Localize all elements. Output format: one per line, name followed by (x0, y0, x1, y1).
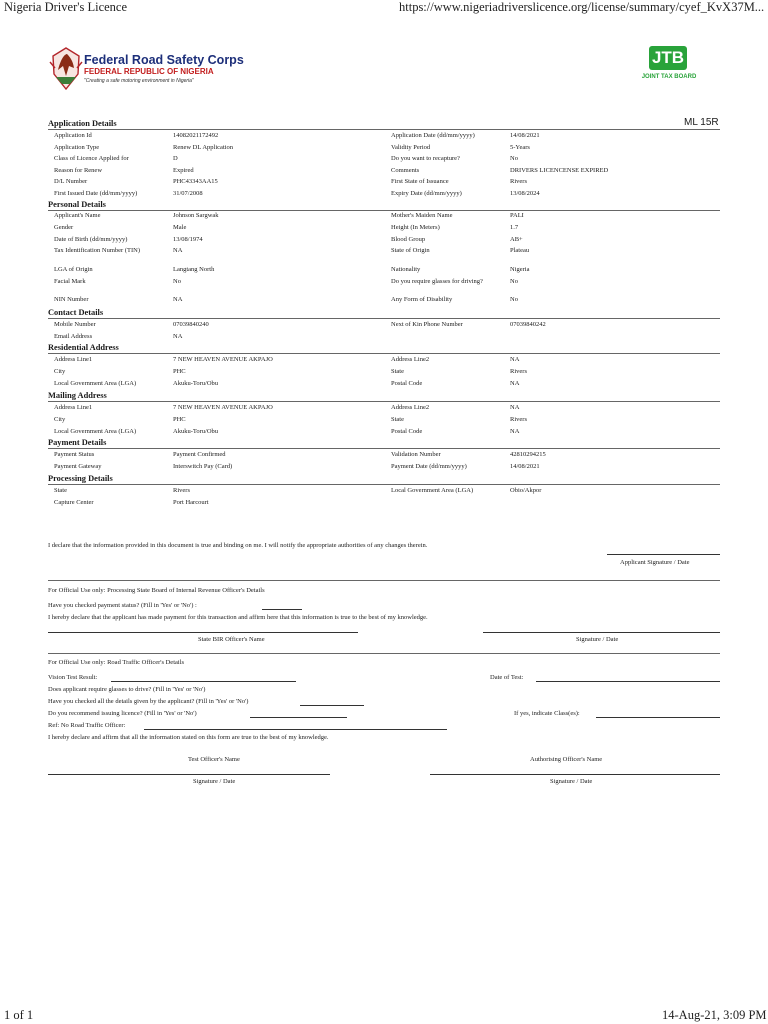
rto-ref-line[interactable] (144, 729, 447, 730)
rto-authorising-officer-signature-label: Signature / Date (550, 778, 593, 785)
field-label: Payment Date (dd/mm/yyyy) (391, 463, 467, 470)
field-label: Mobile Number (54, 321, 96, 328)
field-label: Payment Status (54, 451, 95, 458)
field-value: Interswitch Pay (Card) (173, 463, 233, 470)
footer-timestamp: 14-Aug-21, 3:09 PM (662, 1008, 767, 1022)
field-value: Langtang North (173, 266, 215, 273)
section-divider (48, 353, 720, 354)
field-label: Comments (391, 167, 420, 174)
field-label: Mother's Maiden Name (391, 212, 453, 219)
divider (48, 580, 720, 581)
field-value: NA (173, 247, 183, 254)
field-label: LGA of Origin (54, 266, 93, 273)
field-label: Address Line2 (391, 356, 430, 363)
field-label: Address Line2 (391, 404, 430, 411)
field-value: NA (173, 333, 183, 340)
field-label: State (54, 487, 67, 494)
field-label: Payment Gateway (54, 463, 102, 470)
section-title-application-details: Application Details (48, 119, 117, 128)
field-label: Application Date (dd/mm/yyyy) (391, 132, 475, 139)
page-url[interactable]: https://www.nigeriadriverslicence.org/license/summary/cyef_KvX37M... (399, 0, 765, 14)
field-value: 1.7 (510, 224, 519, 231)
field-value: 14/08/2021 (510, 463, 540, 470)
section-divider (48, 401, 720, 402)
field-label: Validity Period (391, 144, 431, 151)
frsc-wordmark (84, 53, 244, 85)
field-label: Local Government Area (LGA) (54, 428, 137, 435)
birs-officer-name-label: State BIR Officer's Name (198, 636, 265, 643)
birs-affirmation: I hereby declare that the applicant has made payment for this transaction and affirm here that this information is true to the best of my knowledge. (48, 614, 428, 621)
field-value: NA (510, 428, 520, 435)
field-value: Expired (173, 167, 194, 174)
field-label: Validation Number (391, 451, 441, 458)
declaration-text: I declare that the information provided in this document is true and binding on me. I will notify the appropriate authorities of any changes therein. (48, 542, 428, 549)
rto-class-answer-line[interactable] (596, 717, 720, 718)
rto-recommend-question: Do you recommend issuing licence? (Fill in 'Yes' or 'No') (48, 710, 197, 717)
applicant-signature-label: Applicant Signature / Date (620, 559, 690, 566)
rto-test-officer-name-label: Test Officer's Name (188, 756, 240, 763)
section-title-residential-address: Residential Address (48, 343, 119, 352)
field-label: State (391, 416, 404, 423)
field-label: Address Line1 (54, 404, 93, 411)
field-label: Local Government Area (LGA) (54, 380, 137, 387)
field-value: NA (510, 404, 520, 411)
field-value: Johnson Sargwak (173, 212, 219, 219)
field-label: Expiry Date (dd/mm/yyyy) (391, 190, 462, 197)
field-label: Class of Licence Applied for (54, 155, 129, 162)
field-value: Rivers (510, 368, 527, 375)
field-value: Male (173, 224, 187, 231)
jtb-logo (631, 46, 707, 86)
field-value: Plateau (510, 247, 530, 254)
rto-authorising-officer-signature-line[interactable] (430, 774, 720, 775)
field-label: Postal Code (391, 428, 423, 435)
rto-class-question: If yes, indicate Class(es): (514, 710, 580, 717)
rto-test-officer-signature-line[interactable] (48, 774, 330, 775)
birs-heading: For Official Use only: Processing State Board of Internal Revenue Officer's Details (48, 587, 265, 594)
frsc-logo-icon (48, 46, 84, 92)
field-value: Nigeria (510, 266, 530, 273)
field-value: 7 NEW HEAVEN AVENUE AKPAJO (173, 356, 273, 363)
rto-vision-line[interactable] (111, 681, 296, 682)
section-divider (48, 448, 720, 449)
section-title-payment-details: Payment Details (48, 438, 107, 447)
field-label: Email Address (54, 333, 93, 340)
field-label: Local Government Area (LGA) (391, 487, 474, 494)
field-label: Do you require glasses for driving? (391, 278, 483, 285)
field-label: Reason for Renew (54, 167, 103, 174)
field-label: Applicant's Name (54, 212, 101, 219)
section-title-mailing-address: Mailing Address (48, 391, 107, 400)
page-title: Nigeria Driver's Licence (4, 0, 128, 14)
rto-heading: For Official Use only: Road Traffic Officer's Details (48, 659, 185, 666)
rto-glasses-question: Does applicant require glasses to drive? (Fill in 'Yes' or 'No') (48, 686, 206, 693)
frsc-name: Federal Road Safety Corps (84, 53, 244, 67)
field-label: Tax Identification Number (TIN) (54, 247, 140, 254)
field-label: Facial Mark (54, 278, 86, 285)
field-label: Postal Code (391, 380, 423, 387)
section-divider (48, 484, 720, 485)
frsc-subtitle: FEDERAL REPUBLIC OF NIGERIA (84, 67, 214, 76)
field-value: 07039840240 (173, 321, 209, 328)
field-value: 07039840242 (510, 321, 546, 328)
field-label: Nationality (391, 266, 421, 273)
field-value: No (510, 278, 518, 285)
birs-officer-name-line[interactable] (48, 632, 358, 633)
section-divider (48, 129, 720, 130)
section-divider (48, 318, 720, 319)
frsc-motto: "Creating a safe motoring environment in Nigeria" (84, 78, 194, 84)
field-value: Rivers (510, 178, 527, 185)
field-label: Do you want to recapture? (391, 155, 460, 162)
section-title-personal-details: Personal Details (48, 200, 106, 209)
rto-date-of-test-label: Date of Test: (490, 674, 524, 681)
field-value: Rivers (173, 487, 190, 494)
field-value: No (510, 296, 518, 303)
section-title-processing-details: Processing Details (48, 474, 113, 483)
field-label: Blood Group (391, 236, 426, 243)
footer-page-count: 1 of 1 (4, 1008, 34, 1022)
field-value: PHC (173, 368, 186, 375)
field-value: Obio/Akpor (510, 487, 542, 494)
form-code: ML 15R (684, 117, 719, 128)
birs-payment-question: Have you checked payment status? (Fill in 'Yes' or 'No') : (48, 602, 197, 609)
field-value: NA (510, 356, 520, 363)
rto-recommend-answer-line[interactable] (250, 717, 347, 718)
rto-details-answer-line[interactable] (300, 705, 364, 706)
field-value: 31/07/2008 (173, 190, 203, 197)
divider (48, 653, 720, 654)
field-value: No (510, 155, 518, 162)
field-value: PHC43343AA15 (173, 178, 218, 185)
field-label: Any Form of Disability (391, 296, 453, 303)
field-value: PHC (173, 416, 186, 423)
field-value: Port Harcourt (173, 499, 209, 506)
field-value: Akuku-Toru/Obu (173, 428, 219, 435)
field-label: Date of Birth (dd/mm/yyyy) (54, 236, 128, 243)
field-label: Application Id (54, 132, 92, 139)
section-divider (48, 210, 720, 211)
field-value: Akuku-Toru/Obu (173, 380, 219, 387)
field-label: City (54, 368, 66, 375)
rto-test-officer-signature-label: Signature / Date (193, 778, 236, 785)
birs-payment-answer-line[interactable] (262, 609, 302, 610)
field-label: State of Origin (391, 247, 430, 254)
rto-authorising-officer-name-label: Authorising Officer's Name (530, 756, 603, 763)
field-label: City (54, 416, 66, 423)
field-label: Height (In Meters) (391, 224, 440, 231)
field-label: NIN Number (54, 296, 89, 303)
field-value: No (173, 278, 181, 285)
field-label: Capture Center (54, 499, 94, 506)
rto-ref-label: Ref: No Road Traffic Officer: (48, 722, 126, 729)
field-label: First State of Issuance (391, 178, 449, 185)
field-value: D (173, 155, 178, 162)
field-value: 42810294215 (510, 451, 546, 458)
rto-details-question: Have you checked all the details given by the applicant? (Fill in 'Yes' or 'No') (48, 698, 249, 705)
field-label: Application Type (54, 144, 100, 151)
field-label: Address Line1 (54, 356, 93, 363)
field-label: State (391, 368, 404, 375)
field-value: 7 NEW HEAVEN AVENUE AKPAJO (173, 404, 273, 411)
field-value: AB+ (510, 236, 523, 243)
field-value: DRIVERS LICENCENSE EXPIRED (510, 167, 609, 174)
birs-signature-line[interactable] (483, 632, 720, 633)
field-value: PALI (510, 212, 524, 219)
field-value: 13/08/2024 (510, 190, 540, 197)
rto-date-of-test-line[interactable] (536, 681, 720, 682)
field-value: Renew DL Application (173, 144, 234, 151)
rto-affirmation: I hereby declare and affirm that all the information stated on this form are true to the best of my knowledge. (48, 734, 329, 741)
field-label: First Issued Date (dd/mm/yyyy) (54, 190, 138, 197)
field-value: 5-Years (510, 144, 530, 151)
field-value: 14082021172492 (173, 132, 219, 139)
field-label: Gender (54, 224, 74, 231)
birs-signature-label: Signature / Date (576, 636, 619, 643)
jtb-mark: JTB (649, 46, 687, 70)
section-title-contact-details: Contact Details (48, 308, 104, 317)
field-value: 13/08/1974 (173, 236, 203, 243)
field-value: NA (173, 296, 183, 303)
field-value: Payment Confirmed (173, 451, 226, 458)
field-value: Rivers (510, 416, 527, 423)
field-value: 14/08/2021 (510, 132, 540, 139)
applicant-signature-line[interactable] (607, 554, 720, 555)
rto-vision-label: Vision Test Result: (48, 674, 98, 681)
field-label: D/L Number (54, 178, 88, 185)
field-value: NA (510, 380, 520, 387)
jtb-name: JOINT TAX BOARD (641, 74, 697, 80)
field-label: Next of Kin Phone Number (391, 321, 463, 328)
